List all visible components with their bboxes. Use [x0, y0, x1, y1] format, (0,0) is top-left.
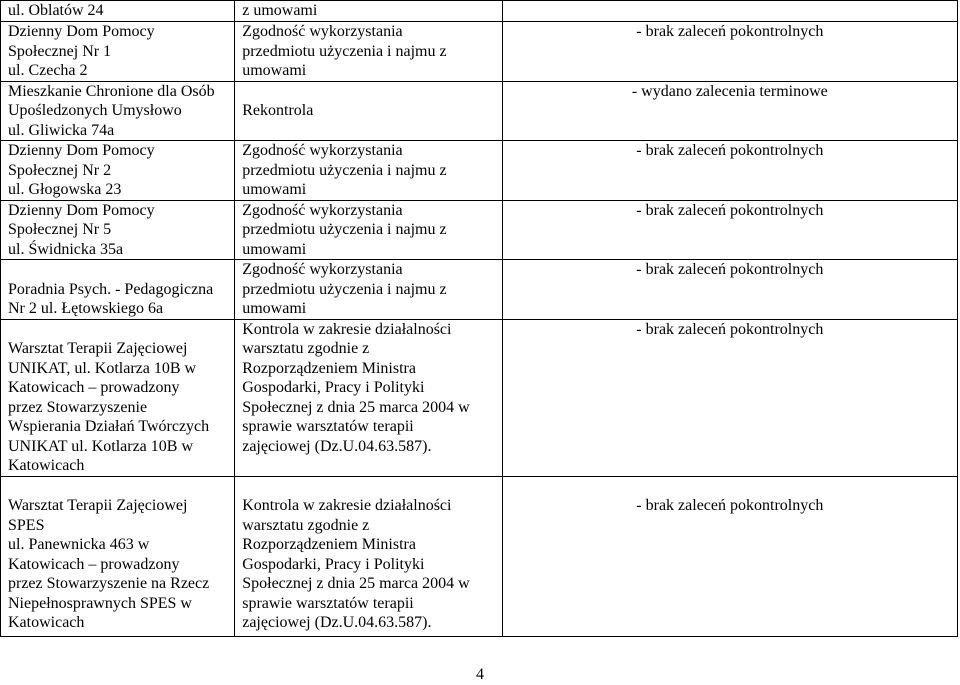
result-cell: - brak zaleceń pokontrolnych: [502, 200, 957, 260]
result-cell: [502, 1, 957, 22]
page-number: 4: [476, 666, 484, 683]
result-cell: - brak zaleceń pokontrolnych: [502, 260, 957, 320]
result-cell: - brak zaleceń pokontrolnych: [502, 319, 957, 476]
table-row: [1, 81, 958, 141]
institution-cell: Dzienny Dom Pomocy Społecznej Nr 1 ul. Czecha 2: [1, 22, 235, 82]
institution-cell: Poradnia Psych. - Pedagogiczna Nr 2 ul. Łętowskiego 6a: [1, 260, 235, 320]
table-row: [1, 1, 958, 22]
table-row: [1, 22, 958, 82]
scope-cell: Zgodność wykorzystania przedmiotu użyczenia i najmu z umowami: [235, 141, 502, 201]
table-row: [1, 476, 958, 636]
scope-cell: Kontrola w zakresie działalności warsztatu zgodnie z Rozporządzeniem Ministra Gospodarki, Pracy i Polityki Społecznej z dnia 25 marca 2004 w sprawie warsztatów terapii zajęciowej (Dz.U.04.63.587).: [235, 319, 502, 476]
scope-cell: z umowami: [235, 1, 502, 22]
table-row: [1, 319, 958, 476]
result-cell: - brak zaleceń pokontrolnych: [502, 141, 957, 201]
table-row: [1, 141, 958, 201]
result-cell: - brak zaleceń pokontrolnych: [502, 476, 957, 636]
result-cell: - wydano zalecenia terminowe: [502, 81, 957, 141]
institution-cell: Warsztat Terapii Zajęciowej SPES ul. Panewnicka 463 w Katowicach – prowadzony przez Stowarzyszenie na Rzecz Niepełnosprawnych SPES w Katowicach: [1, 476, 235, 636]
scope-cell: Zgodność wykorzystania przedmiotu użyczenia i najmu z umowami: [235, 260, 502, 320]
institution-cell: ul. Oblatów 24: [1, 1, 235, 22]
table-row: [1, 200, 958, 260]
institution-cell: Dzienny Dom Pomocy Społecznej Nr 2 ul. Głogowska 23: [1, 141, 235, 201]
table-row: [1, 260, 958, 320]
institution-cell: Warsztat Terapii Zajęciowej UNIKAT, ul. Kotlarza 10B w Katowicach – prowadzony przez Stowarzyszenie Wspierania Działań Twórczych UNIKAT ul. Kotlarza 10B w Katowicach: [1, 319, 235, 476]
institution-cell: Dzienny Dom Pomocy Społecznej Nr 5 ul. Świdnicka 35a: [1, 200, 235, 260]
scope-cell: Rekontrola: [235, 81, 502, 141]
scope-cell: Kontrola w zakresie działalności warsztatu zgodnie z Rozporządzeniem Ministra Gospodarki, Pracy i Polityki Społecznej z dnia 25 marca 2004 w sprawie warsztatów terapii zajęciowej (Dz.U.04.63.587).: [235, 476, 502, 636]
scope-cell: Zgodność wykorzystania przedmiotu użyczenia i najmu z umowami: [235, 200, 502, 260]
result-cell: - brak zaleceń pokontrolnych: [502, 22, 957, 82]
institution-cell: Mieszkanie Chronione dla Osób Upośledzonych Umysłowo ul. Gliwicka 74a: [1, 81, 235, 141]
scope-cell: Zgodność wykorzystania przedmiotu użyczenia i najmu z umowami: [235, 22, 502, 82]
